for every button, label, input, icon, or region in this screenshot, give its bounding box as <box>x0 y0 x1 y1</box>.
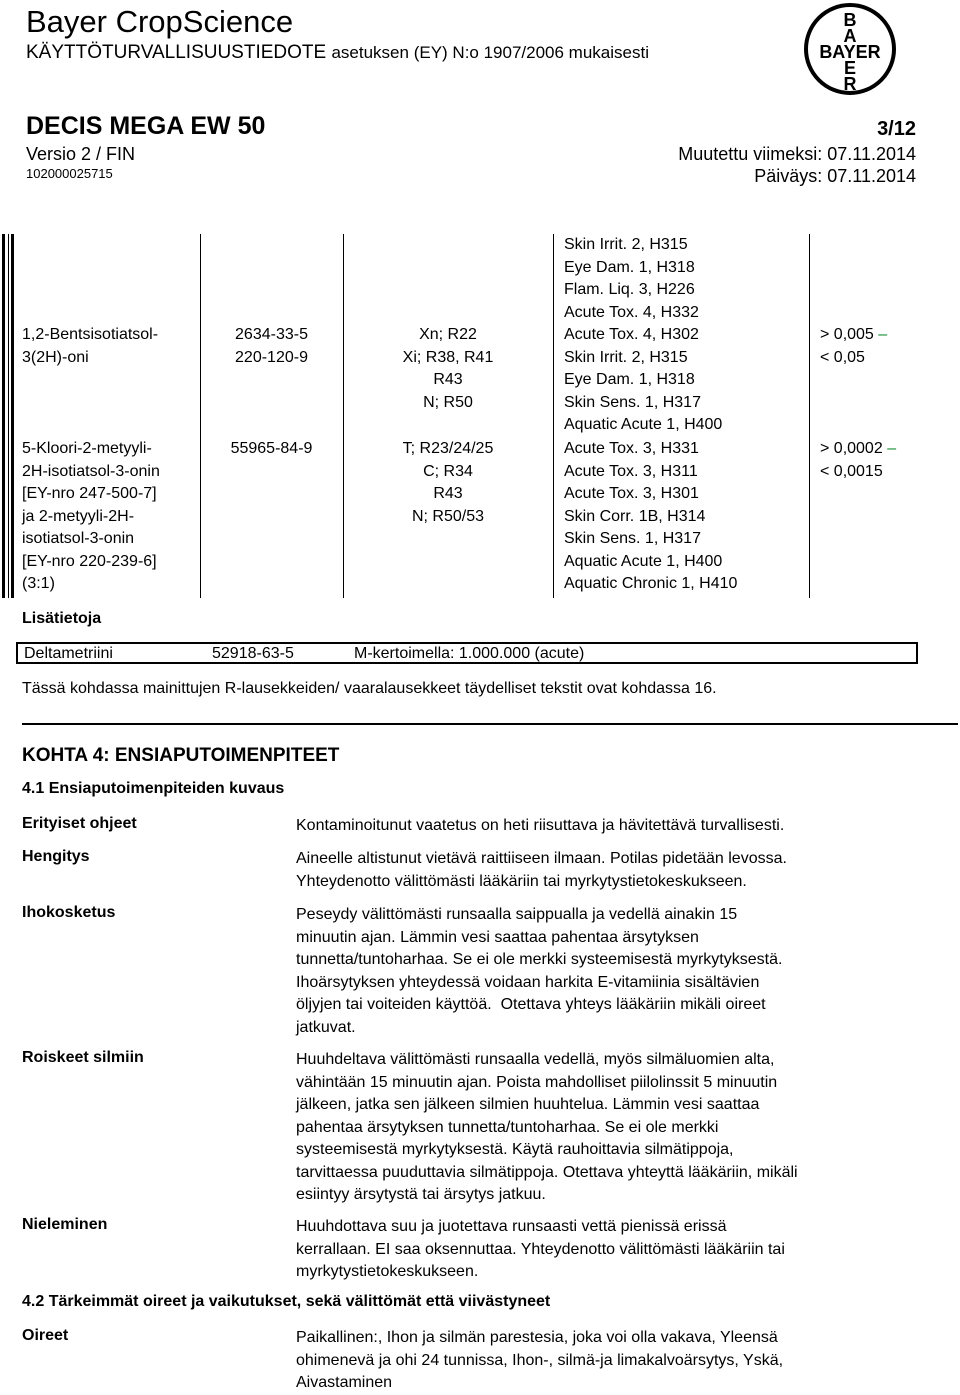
document-number: 102000025715 <box>26 166 113 181</box>
subtitle-main: KÄYTTÖTURVALLISUUSTIEDOTE <box>26 42 327 63</box>
additional-info-heading: Lisätietoja <box>22 610 102 627</box>
substance-name-cell: 1,2-Bentsisotiatsol- 3(2H)-oni <box>22 326 159 366</box>
table-left-border <box>2 234 14 598</box>
concentration-high: < 0,0015 <box>820 462 883 480</box>
product-name: DECIS MEGA EW 50 <box>26 112 266 140</box>
substance-label: Deltametriini <box>24 645 113 662</box>
classification-cell: Acute Tox. 3, H331 Acute Tox. 3, H311 Acute Tox. 3, H301 Skin Corr. 1B, H314 Skin Sens. 1, H317 Aquatic Acute 1, H400 Aquatic Chronic 1, H410 <box>564 440 738 592</box>
range-dash: – <box>878 326 888 343</box>
classification-cell: Acute Tox. 4, H302 Skin Irrit. 2, H315 Eye Dam. 1, H318 Skin Sens. 1, H317 Aquatic Acute 1, H400 <box>564 326 723 433</box>
deltamethrin-info-box <box>16 642 918 664</box>
first-aid-text: Huuhdeltava välittömästi runsaalla vedellä, myös silmäluomien alta, vähintään 15 minuutin ajan. Poista mahdolliset piilolinssit 5 minuutin jälkeen, jatka sen jälkeen silmien huuhtelua. Lämmin vesi saattaa pahentaa ärsytyksen tunnetta/tuntoharhaa. Se ei ole merkki systeemisestä myrkytyksestä. Käytä rauhoittavia silmätippoja, tarvittaessa puuduttavia silmätippoja. Otettava yhteyttä lääkäriin, mikäli esiintyy ärsytystä tai ärsytys jatkuu. <box>296 1051 798 1203</box>
bayer-cross-logo <box>803 2 897 96</box>
first-aid-text: Aineelle altistunut vietävä raittiiseen ilmaan. Potilas pidetään levossa. Yhteydenotto välittömästi lääkäriin tai myrkytystietokeskukseen. <box>296 850 787 890</box>
modified-date: Muutettu viimeksi: 07.11.2014 <box>678 144 916 164</box>
logo-letter-b: B <box>843 10 857 30</box>
first-aid-label: Nieleminen <box>22 1216 108 1233</box>
r-phrases-note: Tässä kohdassa mainittujen R-lausekkeiden/ vaaralausekkeet täydelliset tekstit ovat kohdassa 16. <box>22 680 717 697</box>
subsection-4-1-title: 4.1 Ensiaputoimenpiteiden kuvaus <box>22 780 285 797</box>
logo-word-bayer: BAYER <box>819 42 881 62</box>
m-factor: M-kertoimella: 1.000.000 (acute) <box>354 645 585 662</box>
version-label: Versio 2 / FIN <box>26 144 136 164</box>
section-4-title: KOHTA 4: ENSIAPUTOIMENPITEET <box>22 745 340 766</box>
section-divider <box>22 723 958 725</box>
range-dash: – <box>887 440 897 457</box>
brand-name: Bayer CropScience <box>26 4 294 39</box>
first-aid-text: Peseydy välittömästi runsaalla saippualla ja vedellä ainakin 15 minuutin ajan. Lämmin vesi saattaa pahentaa ärsytyksen tunnetta/tuntoharhaa. Se ei ole merkki systeemisestä myrkytyksestä. Ihoärsytyksen yhteydessä voidaan harkita E-vitamiinia sisältävien öljyjen tai voiteiden käyttöä. Otettava yhteys lääkäriin mikäli oireet jatkuvat. <box>296 906 783 1036</box>
concentration-low: > 0,0002 <box>820 440 883 457</box>
first-aid-label: Hengitys <box>22 848 90 865</box>
cas-ec-number-cell: 2634-33-5 220-120-9 <box>235 326 308 366</box>
logo-letter-e: E <box>843 58 857 78</box>
first-aid-label: Ihokosketus <box>22 904 116 921</box>
issue-date: Päiväys: 07.11.2014 <box>754 166 916 186</box>
classification-cell-top: Skin Irrit. 2, H315 Eye Dam. 1, H318 Flam. Liq. 3, H226 Acute Tox. 4, H332 <box>564 236 699 321</box>
cas-ec-number-cell: 55965-84-9 <box>230 440 313 457</box>
first-aid-label: Roiskeet silmiin <box>22 1049 144 1066</box>
concentration-low: > 0,005 <box>820 326 874 343</box>
substance-name-cell: 5-Kloori-2-metyyli- 2H-isotiatsol-3-onin [EY-nro 247-500-7] ja 2-metyyli-2H- isotiatsol-3-onin [EY-nro 220-239-6] (3:1) <box>22 440 160 592</box>
page-number: 3/12 <box>877 118 916 140</box>
table-column-divider <box>343 234 344 598</box>
subsection-4-2-title: 4.2 Tärkeimmät oireet ja vaikutukset, sekä välittömät että viivästyneet <box>22 1293 551 1310</box>
first-aid-text: Huuhdottava suu ja juotettava runsaasti vettä pienissä erissä kerrallaan. EI saa oksennuttaa. Yhteydenotto välittömästi lääkäriin tai myrkytystietokeskukseen. <box>296 1218 785 1280</box>
first-aid-label: Erityiset ohjeet <box>22 815 137 832</box>
table-column-divider <box>809 234 810 598</box>
table-column-divider <box>553 234 554 598</box>
concentration-high: < 0,05 <box>820 348 865 366</box>
cas-number: 52918-63-5 <box>212 645 294 662</box>
document-subtitle <box>26 42 649 64</box>
r-phrases-cell: Xn; R22 Xi; R38, R41 R43 N; R50 <box>402 326 494 411</box>
logo-letter-a: A <box>843 26 857 46</box>
subtitle-regulation: asetuksen (EY) N:o 1907/2006 mukaisesti <box>331 43 649 62</box>
table-column-divider <box>200 234 201 598</box>
logo-letter-r: R <box>843 74 857 94</box>
symptoms-text: Paikallinen:, Ihon ja silmän parestesia, joka voi olla vakava, Yleensä ohimenevä ja ohi 24 tunnissa, Ihon-, silmä-ja limakalvoärsytys, Yskä, Aivastaminen <box>296 1329 784 1391</box>
symptoms-label: Oireet <box>22 1327 69 1344</box>
concentration-range-cell <box>820 438 896 483</box>
first-aid-text: Kontaminoitunut vaatetus on heti riisuttava ja hävitettävä turvallisesti. <box>296 817 785 834</box>
r-phrases-cell: T; R23/24/25 C; R34 R43 N; R50/53 <box>402 440 494 525</box>
concentration-range-cell <box>820 324 887 369</box>
